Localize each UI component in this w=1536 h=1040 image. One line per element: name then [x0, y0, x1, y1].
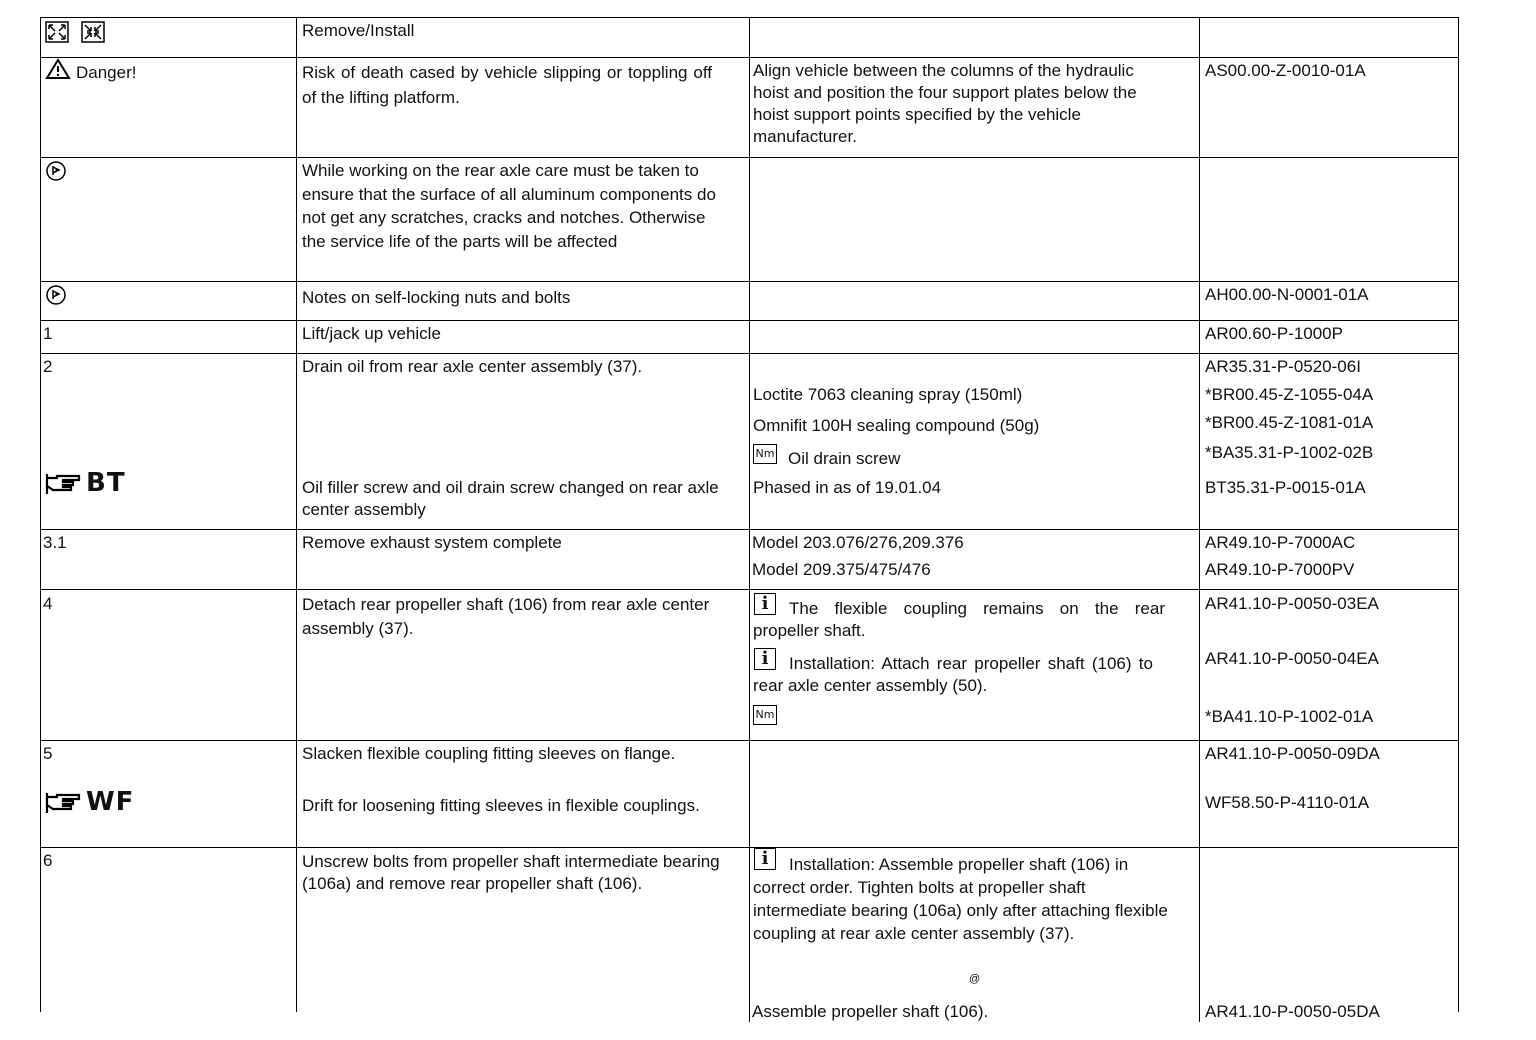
step-5-text: Slacken flexible coupling fitting sleeves on flange.: [302, 744, 676, 763]
step-3-1-note-model-a: Model 203.076/276,209.376: [752, 533, 964, 552]
step-4-ref-3: *BA41.10-P-1002-01A: [1205, 707, 1374, 726]
column-border: [40, 17, 41, 1012]
step-number: 4: [43, 594, 53, 613]
caution-nuts-text: Notes on self-locking nuts and bolts: [302, 288, 571, 307]
step-4-text: Detach rear propeller shaft (106) from rear axle center assembly (37).: [302, 595, 710, 638]
info-icon: i: [754, 593, 776, 615]
bt-ref: BT35.31-P-0015-01A: [1205, 478, 1366, 497]
step-4-ref-1: AR41.10-P-0050-03EA: [1205, 594, 1379, 613]
pointing-hand-icon: [45, 472, 83, 496]
info-icon: i: [754, 648, 776, 670]
column-border: [1458, 17, 1459, 1012]
bt-label: BT: [86, 468, 126, 498]
step-4-ref-2: AR41.10-P-0050-04EA: [1205, 649, 1379, 668]
step-1-text: Lift/jack up vehicle: [302, 324, 441, 343]
step-3-1-text: Remove exhaust system complete: [302, 533, 562, 552]
step-number: 5: [43, 744, 53, 763]
column-border: [749, 17, 750, 1022]
torque-nm-icon: Nm: [753, 444, 777, 464]
step-6-ref: AR41.10-P-0050-05DA: [1205, 1002, 1380, 1021]
step-6-text: Unscrew bolts from propeller shaft intermediate bearing (106a) and remove rear propeller shaft (106).: [302, 852, 720, 893]
step-3-1-ref-a: AR49.10-P-7000AC: [1205, 533, 1356, 552]
wf-ref: WF58.50-P-4110-01A: [1205, 793, 1370, 812]
step-2-ref-loctite: *BR00.45-Z-1055-04A: [1205, 385, 1374, 404]
step-2-ref: AR35.31-P-0520-06I: [1205, 357, 1361, 376]
caution-hand-icon: [45, 160, 67, 182]
step-6-note-installation: Installation: Assemble propeller shaft (106) in correct order. Tighten bolts at propeller shaft intermediate bearing (106a) only after attaching flexible coupling at rear axle center assembly (37).: [753, 855, 1168, 943]
step-2-ref-drain-screw: *BA35.31-P-1002-02B: [1205, 443, 1374, 462]
remove-icon: [45, 21, 69, 43]
step-2-note-omnifit: Omnifit 100H sealing compound (50g): [753, 416, 1040, 435]
column-border: [296, 17, 297, 1012]
bt-text: Oil filler screw and oil drain screw changed on rear axle center assembly: [302, 478, 719, 519]
step-number: 2: [43, 357, 53, 376]
danger-text: Risk of death cased by vehicle slipping or toppling off of the lifting platform.: [302, 63, 712, 107]
step-6-mark: @: [969, 973, 981, 985]
header-title: Remove/Install: [302, 21, 415, 40]
step-3-1-note-model-b: Model 209.375/475/476: [752, 560, 931, 579]
step-4-note-installation: Installation: Attach rear propeller shaft (106) to rear axle center assembly (50).: [753, 654, 1153, 695]
pointing-hand-icon: [45, 791, 83, 815]
step-2-text: Drain oil from rear axle center assembly (37).: [302, 357, 643, 376]
danger-label: Danger!: [76, 63, 137, 82]
danger-note: Align vehicle between the columns of the hydraulic hoist and position the four support plates below the hoist support points specified by the vehicle manufacturer.: [753, 61, 1137, 146]
info-icon: i: [754, 848, 776, 870]
step-1-ref: AR00.60-P-1000P: [1205, 324, 1343, 343]
step-number: 3.1: [43, 533, 67, 552]
caution-aluminum-text: While working on the rear axle care must be taken to ensure that the surface of all aluminum components do not get any scratches, cracks and notches. Otherwise the service life of the parts will be affected: [302, 161, 716, 251]
step-3-1-ref-b: AR49.10-P-7000PV: [1205, 560, 1355, 579]
step-2-note-loctite: Loctite 7063 cleaning spray (150ml): [753, 385, 1023, 404]
wf-label: WF: [86, 787, 135, 817]
danger-ref: AS00.00-Z-0010-01A: [1205, 61, 1366, 80]
caution-nuts-ref: AH00.00-N-0001-01A: [1205, 285, 1369, 304]
bt-note: Phased in as of 19.01.04: [753, 478, 942, 497]
step-number: 1: [43, 324, 53, 343]
step-4-note-coupling: The flexible coupling remains on the rear propeller shaft.: [753, 599, 1165, 640]
column-border: [1199, 17, 1200, 1022]
wf-text: Drift for loosening fitting sleeves in flexible couplings.: [302, 796, 700, 815]
torque-nm-icon: Nm: [753, 705, 777, 725]
step-6-note-assemble: Assemble propeller shaft (106).: [752, 1002, 989, 1021]
step-2-note-drain-screw: Oil drain screw: [788, 449, 901, 468]
step-2-ref-omnifit: *BR00.45-Z-1081-01A: [1205, 413, 1374, 432]
caution-hand-icon: [45, 284, 67, 306]
warning-triangle-icon: [45, 58, 71, 80]
install-icon: [81, 21, 105, 43]
step-number: 6: [43, 851, 53, 870]
step-5-ref: AR41.10-P-0050-09DA: [1205, 744, 1380, 763]
